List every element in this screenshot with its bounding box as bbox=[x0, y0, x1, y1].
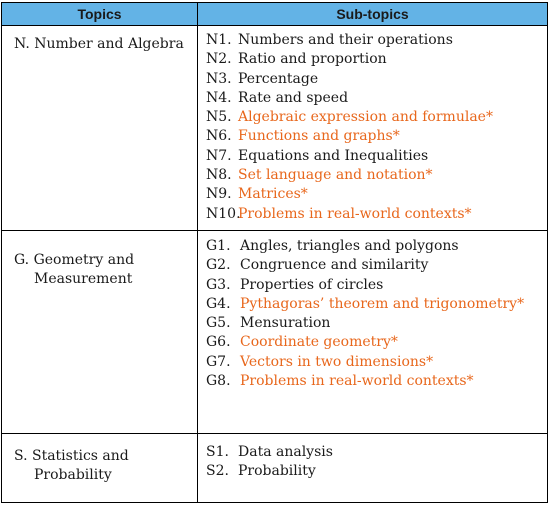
subtopic-code: G5. bbox=[206, 315, 231, 332]
subtopic-text: Pythagoras’ theorem and trigonometry* bbox=[240, 295, 525, 312]
subtopic-text: Properties of circles bbox=[240, 276, 384, 293]
subtopic-text: Probability bbox=[238, 463, 316, 480]
subtopic-item bbox=[198, 462, 547, 481]
subtopic-item bbox=[198, 185, 547, 204]
subtopic-code: G3. bbox=[206, 276, 231, 293]
subtopic-item bbox=[198, 127, 547, 146]
subtopic-code: N1. bbox=[206, 32, 232, 48]
topic-cell bbox=[2, 230, 198, 433]
subtopic-text: Problems in real-world contexts* bbox=[238, 205, 472, 222]
subtopic-code: G6. bbox=[206, 334, 231, 351]
subtopic-text: Problems in real-world contexts* bbox=[240, 373, 474, 390]
topic-name bbox=[2, 434, 197, 485]
subtopic-text: Angles, triangles and polygons bbox=[240, 237, 459, 254]
subtopics-cell bbox=[198, 433, 548, 502]
subtopic-code: N2. bbox=[206, 51, 232, 68]
topic-line: N. Number and Algebra bbox=[14, 36, 184, 52]
subtopic-code: N8. bbox=[206, 167, 232, 184]
topic-name bbox=[2, 26, 197, 54]
subtopic-code: N10. bbox=[206, 205, 241, 222]
subtopic-item bbox=[198, 353, 547, 372]
subtopic-text: Algebraic expression and formulae* bbox=[238, 109, 493, 126]
subtopic-item bbox=[198, 237, 547, 256]
subtopic-item bbox=[198, 70, 547, 89]
subtopic-text: Rate and speed bbox=[238, 89, 349, 106]
subtopic-code: N3. bbox=[206, 70, 232, 87]
subtopic-text: Coordinate geometry* bbox=[240, 334, 398, 351]
header-row bbox=[2, 3, 548, 26]
subtopic-item bbox=[198, 295, 547, 314]
subtopic-code: N9. bbox=[206, 186, 232, 203]
subtopic-code: N6. bbox=[206, 128, 232, 145]
section-row-s bbox=[2, 433, 548, 502]
topic-cell bbox=[2, 26, 198, 231]
topic-line: Measurement bbox=[34, 270, 133, 287]
subtopic-code: S1. bbox=[206, 443, 229, 460]
subtopic-text: Ratio and proportion bbox=[238, 51, 387, 68]
subtopic-text: Set language and notation* bbox=[238, 167, 433, 184]
subtopic-item bbox=[198, 256, 547, 275]
subtopic-list bbox=[198, 434, 547, 488]
subtopic-code: N4. bbox=[206, 89, 232, 106]
subtopic-code: G7. bbox=[206, 353, 231, 370]
subtopics-cell bbox=[198, 26, 548, 231]
header-topics: Topics bbox=[2, 3, 198, 26]
subtopic-item bbox=[198, 89, 547, 108]
header-subtopics: Sub-topics bbox=[198, 3, 548, 26]
subtopic-text: Numbers and their operations bbox=[238, 32, 453, 48]
section-row-g bbox=[2, 230, 548, 433]
topic-line: S. Statistics and bbox=[14, 447, 129, 464]
subtopic-item bbox=[198, 147, 547, 166]
subtopic-code: N5. bbox=[206, 109, 232, 126]
subtopic-item bbox=[198, 205, 547, 224]
subtopic-item bbox=[198, 276, 547, 295]
subtopic-text: Percentage bbox=[238, 70, 319, 87]
subtopic-code: S2. bbox=[206, 463, 229, 480]
subtopic-code: G8. bbox=[206, 373, 231, 390]
table-body bbox=[2, 26, 548, 503]
subtopic-item bbox=[198, 108, 547, 127]
subtopic-item bbox=[198, 31, 547, 50]
subtopic-text: Vectors in two dimensions* bbox=[240, 353, 434, 370]
topic-line: Probability bbox=[34, 466, 112, 483]
topic-cell bbox=[2, 433, 198, 502]
subtopic-list bbox=[198, 231, 547, 397]
subtopic-item bbox=[198, 372, 547, 391]
subtopic-item bbox=[198, 333, 547, 352]
subtopic-code: N7. bbox=[206, 147, 232, 164]
subtopic-text: Functions and graphs* bbox=[238, 128, 400, 145]
subtopic-item bbox=[198, 314, 547, 333]
subtopics-cell bbox=[198, 230, 548, 433]
subtopic-code: G2. bbox=[206, 257, 231, 274]
subtopic-text: Data analysis bbox=[238, 443, 333, 460]
subtopic-item bbox=[198, 166, 547, 185]
subtopic-item bbox=[198, 443, 547, 462]
subtopic-text: Matrices* bbox=[238, 186, 308, 203]
subtopic-item bbox=[198, 50, 547, 69]
topics-table bbox=[1, 2, 548, 503]
subtopic-text: Mensuration bbox=[240, 315, 331, 332]
section-row-n bbox=[2, 26, 548, 231]
subtopic-code: G1. bbox=[206, 237, 231, 254]
topic-line: G. Geometry and bbox=[14, 251, 135, 268]
topic-name bbox=[2, 231, 197, 289]
subtopic-list bbox=[198, 26, 547, 230]
subtopic-text: Congruence and similarity bbox=[240, 257, 429, 274]
subtopic-code: G4. bbox=[206, 295, 231, 312]
subtopic-text: Equations and Inequalities bbox=[238, 147, 429, 164]
